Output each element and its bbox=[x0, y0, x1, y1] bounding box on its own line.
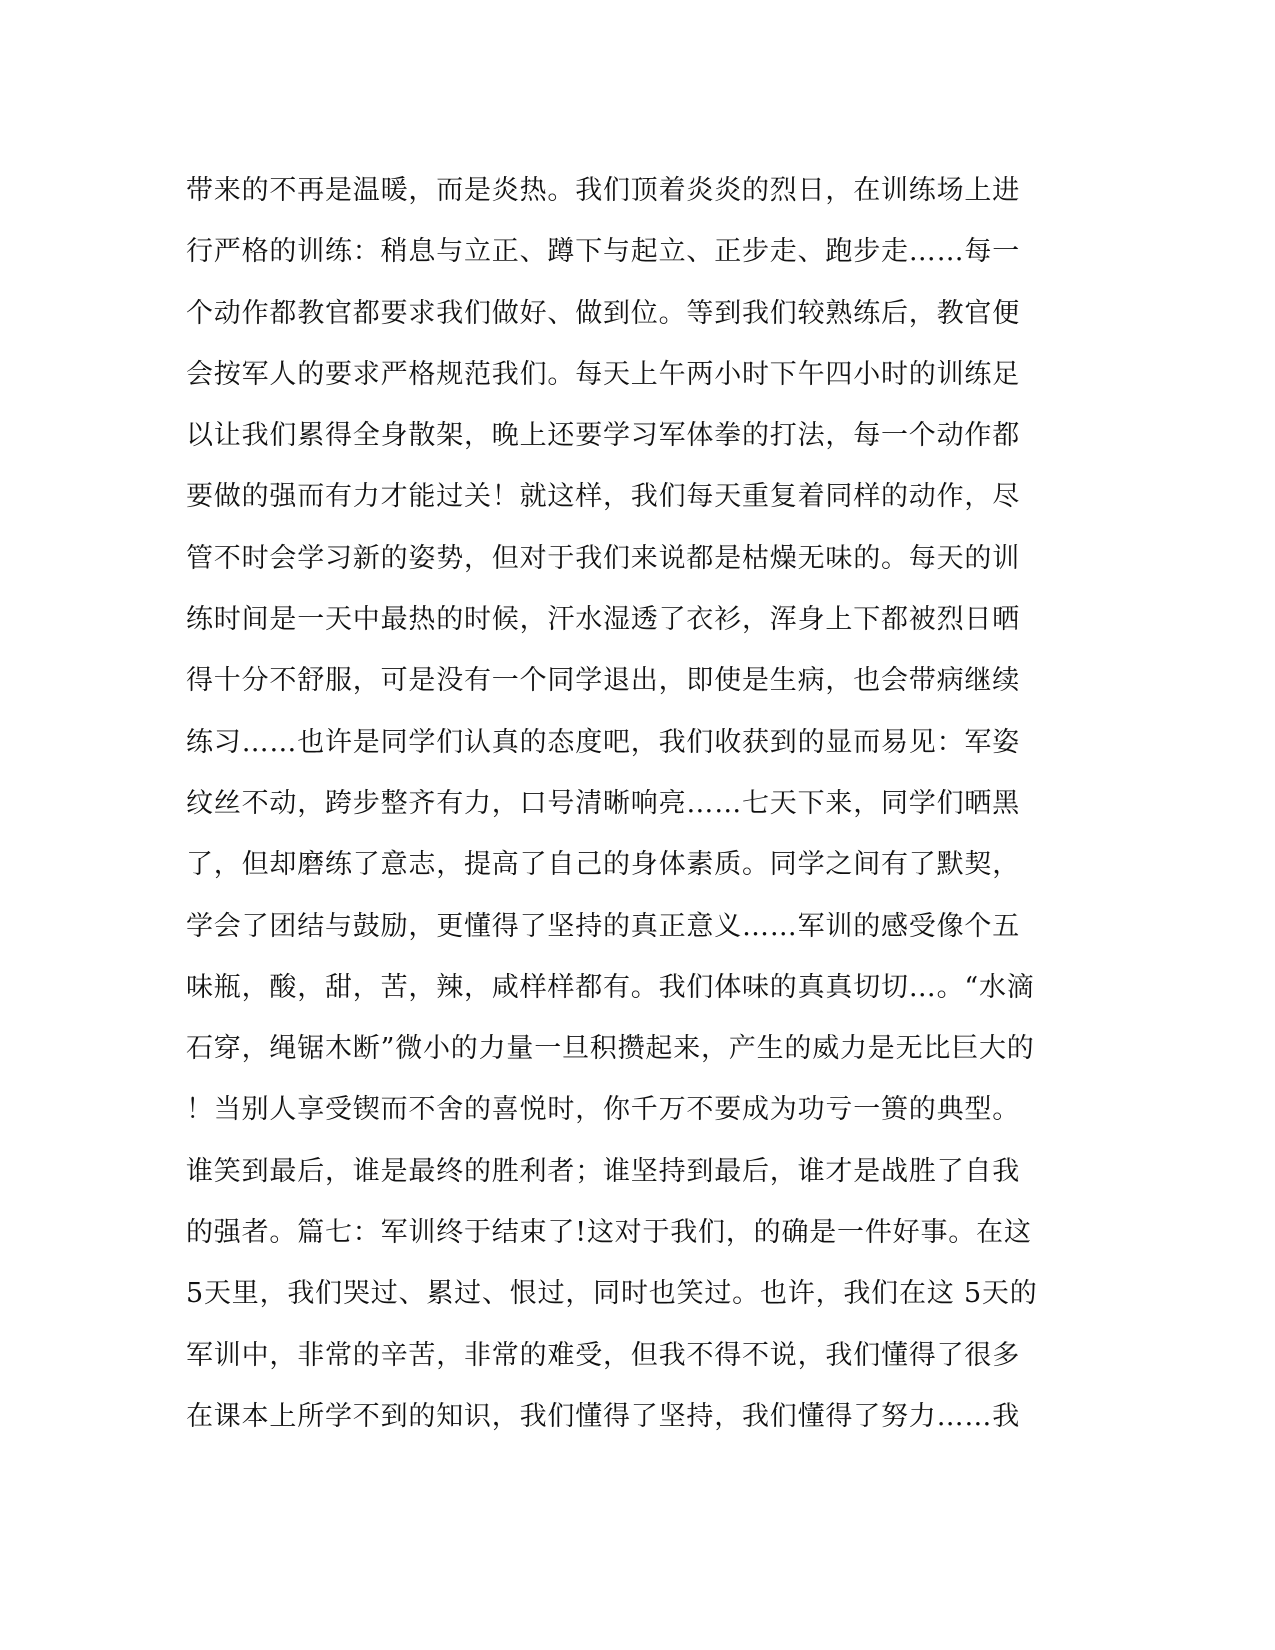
text-line: 带来的不再是温暖，而是炎热。我们顶着炎炎的烈日，在训练场上进 bbox=[186, 175, 1020, 206]
text-line: 学会了团结与鼓励，更懂得了坚持的真正意义……军训的感受像个五 bbox=[186, 910, 1020, 942]
text-line: 管不时会学习新的姿势，但对于我们来说都是枯燥无味的。每天的训 bbox=[186, 542, 1020, 574]
text-line: 行严格的训练：稍息与立正、蹲下与起立、正步走、跑步走……每一 bbox=[186, 236, 1020, 268]
text-line: 练时间是一天中最热的时候，汗水湿透了衣衫，浑身上下都被烈日晒 bbox=[186, 604, 1020, 636]
text-line: 谁笑到最后，谁是最终的胜利者；谁坚持到最后，谁才是战胜了自我 bbox=[186, 1155, 1020, 1187]
body-text bbox=[186, 160, 1086, 1447]
text-line: 个动作都教官都要求我们做好、做到位。等到我们较熟练后，教官便 bbox=[186, 297, 1020, 329]
text-line: 军训中，非常的辛苦，非常的难受，但我不得不说，我们懂得了很多 bbox=[186, 1339, 1020, 1371]
text-line: 纹丝不动，跨步整齐有力，口号清晰响亮……七天下来，同学们晒黑 bbox=[186, 787, 1020, 819]
text-line: 在课本上所学不到的知识，我们懂得了坚持，我们懂得了努力……我 bbox=[186, 1400, 1020, 1432]
text-line: 味瓶，酸，甜，苦，辣，咸样样都有。我们体味的真真切切…。“水滴 bbox=[186, 971, 1035, 1003]
text-line: 5天里，我们哭过、累过、恨过，同时也笑过。也许，我们在这 5天的 bbox=[186, 1278, 1038, 1310]
text-line: 练习……也许是同学们认真的态度吧，我们收获到的显而易见：军姿 bbox=[186, 726, 1020, 758]
text-line: 了，但却磨练了意志，提高了自己的身体素质。同学之间有了默契， bbox=[186, 849, 1020, 881]
text-line: 会按军人的要求严格规范我们。每天上午两小时下午四小时的训练足 bbox=[186, 358, 1020, 390]
text-line: 以让我们累得全身散架，晚上还要学习军体拳的打法，每一个动作都 bbox=[186, 420, 1020, 452]
text-line: 石穿，绳锯木断”微小的力量一旦积攒起来，产生的威力是无比巨大的 bbox=[186, 1033, 1035, 1065]
text-line: 得十分不舒服，可是没有一个同学退出，即使是生病，也会带病继续 bbox=[186, 665, 1020, 697]
text-line: 要做的强而有力才能过关！就这样，我们每天重复着同样的动作，尽 bbox=[186, 481, 1020, 513]
text-line: ！当别人享受锲而不舍的喜悦时，你千万不要成为功亏一篑的典型。 bbox=[186, 1094, 1020, 1126]
text-line: 的强者。篇七：军训终于结束了!这对于我们，的确是一件好事。在这 bbox=[186, 1217, 1032, 1249]
